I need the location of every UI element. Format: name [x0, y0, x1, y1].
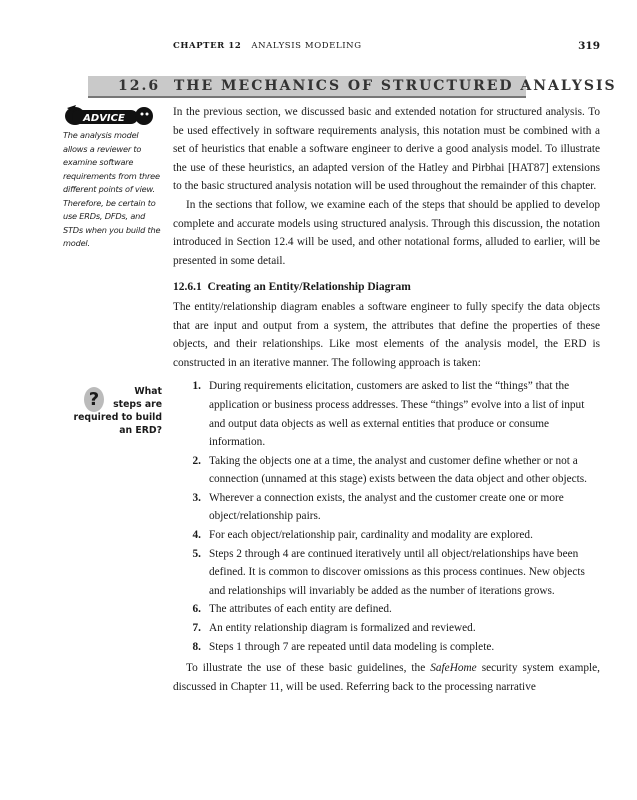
list-item: [173, 545, 600, 601]
list-item: [173, 452, 600, 489]
running-header: [173, 41, 600, 51]
subsection-heading: [173, 278, 600, 297]
margin-question: [62, 385, 162, 437]
step-text: Steps 2 through 4 are continued iteratively until all object/relationships have been defined. It is common to discover omissions as this process continues. New objects and relationships will invariably be added as the number of iterations grows.: [209, 547, 585, 597]
step-text: Wherever a connection exists, the analyst and the customer create one or more object/relationship pairs.: [209, 491, 564, 523]
step-text: Steps 1 through 7 are repeated until data modeling is complete.: [209, 640, 495, 653]
question-mark-icon: ?: [84, 387, 104, 412]
paragraph: In the previous section, we discussed basic and extended notation for structured analysis. To be used effectively in software requirements analysis, this notation must be combined with a set of heuristics that enable a software engineer to derive a good analysis model. To illustrate the use of these heuristics, an adapted version of the Hatley and Pirbhai [HAT87] extensions to the basic structured analysis notation will be used throughout the remainder of this chapter.: [173, 106, 600, 193]
section-heading: [118, 78, 617, 94]
advice-note: The analysis model allows a reviewer to examine software requirements from three different points of view. Therefore, be certain to use ERDs, DFDs, and STDs when you build the model.: [63, 130, 161, 248]
step-text: An entity relationship diagram is formalized and reviewed.: [209, 622, 476, 635]
step-number: 8.: [192, 640, 201, 653]
list-item: [173, 638, 600, 657]
step-number: 7.: [192, 622, 201, 635]
section-number: 12.6: [118, 78, 161, 94]
chapter-label: CHAPTER 12: [173, 41, 242, 51]
list-item: [173, 377, 600, 451]
advice-label: ADVICE: [83, 113, 125, 124]
list-item: [173, 526, 600, 545]
step-number: 3.: [192, 491, 201, 504]
text-run: security system example, discussed in Chapter 11, will be used. Referring back to the processing narrative: [173, 662, 600, 693]
step-text: The attributes of each entity are defined.: [209, 603, 392, 616]
product-name: SafeHome: [430, 662, 477, 675]
advice-icon: [64, 104, 154, 126]
section-title: THE MECHANICS OF STRUCTURED ANALYSIS: [173, 78, 617, 94]
subsection-title: Creating an Entity/Relationship Diagram: [207, 281, 411, 294]
text-run: To illustrate the use of these basic guidelines, the: [186, 662, 431, 675]
list-item: [173, 619, 600, 638]
step-number: 4.: [192, 529, 201, 542]
paragraph: In the sections that follow, we examine each of the steps that should be applied to develop complete and accurate models using structured analysis. Through this discussion, the notation introduced in Section 12.4 will be used, and other notational forms, alluded to earlier, will be presented in some detail.: [173, 198, 600, 267]
step-number: 6.: [192, 603, 201, 616]
erd-steps-list: [173, 377, 600, 656]
step-text: Taking the objects one at a time, the analyst and customer define whether or not a connection (unnamed at this stage) exists between the data object and other objects.: [209, 454, 588, 486]
body-text: [173, 103, 600, 696]
question-text: What steps are required to build an ERD?: [73, 386, 162, 436]
step-number: 1.: [192, 380, 201, 393]
subsection-number: 12.6.1: [173, 281, 202, 294]
step-number: 2.: [192, 454, 201, 467]
step-text: For each object/relationship pair, cardinality and modality are explored.: [209, 529, 533, 542]
paragraph: The entity/relationship diagram enables a software engineer to fully specify the data objects that are input and output from a system, the attributes that define the properties of these objects, and their relationships. Like most elements of the analysis model, the ERD is constructed in an iterative manner. The following approach is taken:: [173, 300, 600, 369]
step-number: 5.: [192, 547, 201, 560]
paragraph: [173, 659, 600, 696]
step-text: During requirements elicitation, customers are asked to list the “things” that the application or business process addresses. These “things” evolve into a list of input and output data objects as well as external entities that produce or consume information.: [209, 380, 585, 449]
page-number: 319: [578, 40, 600, 52]
chapter-title: ANALYSIS MODELING: [251, 41, 362, 51]
list-item: [173, 489, 600, 526]
list-item: [173, 600, 600, 619]
